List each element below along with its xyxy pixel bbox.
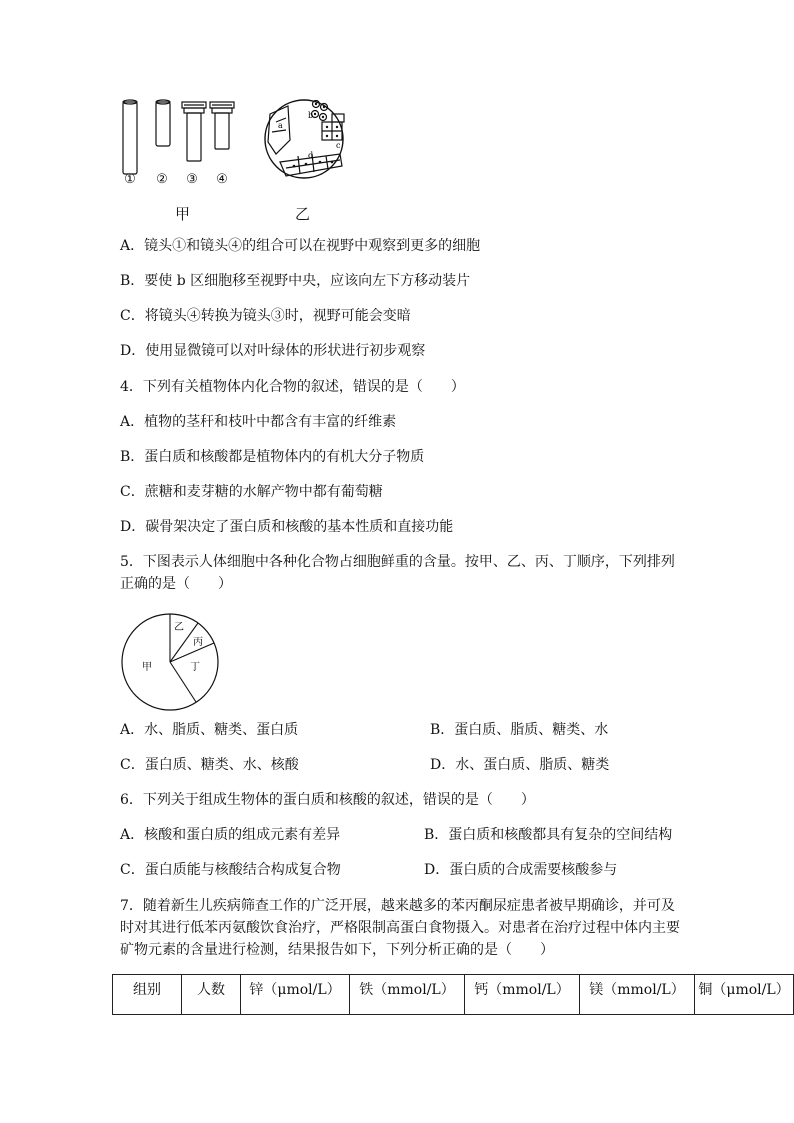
q7-stem-line1: 7．随着新生儿疾病筛查工作的广泛开展，越来越多的苯丙酮尿症患者被早期确诊，并可及 bbox=[120, 898, 675, 914]
lens-1 bbox=[123, 102, 137, 174]
q3-option-c: C．将镜头④转换为镜头③时，视野可能会变暗 bbox=[120, 308, 411, 324]
q6-option-d: D．蛋白质的合成需要核酸参与 bbox=[424, 862, 618, 878]
panel-label-yi: 乙 bbox=[295, 205, 311, 223]
q5-option-b: B．蛋白质、脂质、糖类、水 bbox=[430, 722, 609, 738]
q4-option-c: C．蔗糖和麦芽糖的水解产物中都有葡萄糖 bbox=[120, 484, 383, 500]
lens-label-1: ① bbox=[124, 172, 136, 187]
table-header-iron: 铁（mmol/L） bbox=[350, 975, 465, 1015]
cell-label-d: d bbox=[308, 151, 314, 160]
q6-option-b: B．蛋白质和核酸都具有复杂的空间结构 bbox=[424, 827, 673, 843]
q6-option-c: C．蛋白质能与核酸结合构成复合物 bbox=[120, 862, 341, 878]
q5-option-a: A．水、脂质、糖类、蛋白质 bbox=[120, 722, 299, 738]
table-header-magnesium: 镁（mmol/L） bbox=[580, 975, 695, 1015]
q4-stem: 4．下列有关植物体内化合物的叙述，错误的是（ ） bbox=[120, 379, 465, 395]
q6-option-a: A．核酸和蛋白质的组成元素有差异 bbox=[120, 827, 341, 843]
pie-chart bbox=[118, 610, 222, 714]
pie-label-yi: 乙 bbox=[174, 622, 184, 633]
microscope-figure bbox=[110, 92, 370, 192]
panel-label-jia: 甲 bbox=[175, 205, 191, 223]
table-header-count: 人数 bbox=[182, 975, 241, 1015]
pie-label-bing: 丙 bbox=[193, 637, 203, 648]
q7-stem-line2: 时对其进行低苯丙氨酸饮食治疗，严格限制高蛋白食物摄入。对患者在治疗过程中体内主要 bbox=[120, 920, 680, 936]
lens-label-2: ② bbox=[156, 172, 168, 187]
q3-option-b: B．要使 b 区细胞移至视野中央，应该向左下方移动装片 bbox=[120, 273, 471, 289]
q7-stem-line3: 矿物元素的含量进行检测，结果报告如下，下列分析正确的是（ ） bbox=[120, 942, 554, 958]
table-header-row bbox=[113, 975, 794, 1015]
pie-label-jia: 甲 bbox=[142, 662, 152, 673]
table-header-calcium: 钙（mmol/L） bbox=[465, 975, 580, 1015]
q4-option-b: B．蛋白质和核酸都是植物体内的有机大分子物质 bbox=[120, 449, 425, 465]
q5-option-d: D．水、蛋白质、脂质、糖类 bbox=[430, 757, 610, 773]
lens-2 bbox=[156, 102, 170, 146]
q4-option-d: D．碳骨架决定了蛋白质和核酸的基本性质和直接功能 bbox=[120, 519, 454, 535]
q4-option-a: A．植物的茎秆和枝叶中都含有丰富的纤维素 bbox=[120, 414, 397, 430]
cell-label-a: a bbox=[278, 121, 283, 130]
cell-label-c: c bbox=[336, 141, 341, 150]
lens-label-4: ④ bbox=[216, 172, 228, 187]
q5-option-c: C．蛋白质、糖类、水、核酸 bbox=[120, 757, 299, 773]
field-of-view bbox=[265, 100, 343, 178]
table-header-group: 组别 bbox=[113, 975, 182, 1015]
q5-stem-line2: 正确的是（ ） bbox=[120, 576, 232, 592]
pie-label-ding: 丁 bbox=[190, 662, 200, 673]
table-header-copper: 铜（μmol/L） bbox=[695, 975, 794, 1015]
cell-label-b: b bbox=[308, 111, 314, 120]
q5-stem-line1: 5．下图表示人体细胞中各种化合物占细胞鲜重的含量。按甲、乙、丙、丁顺序，下列排列 bbox=[120, 554, 675, 570]
lens-label-3: ③ bbox=[186, 172, 198, 187]
table-header-zinc: 锌（μmol/L） bbox=[241, 975, 350, 1015]
q6-stem: 6．下列关于组成生物体的蛋白质和核酸的叙述，错误的是（ ） bbox=[120, 792, 535, 808]
mineral-table bbox=[112, 974, 794, 1015]
q3-option-a: A．镜头①和镜头④的组合可以在视野中观察到更多的细胞 bbox=[120, 238, 481, 254]
q3-option-d: D．使用显微镜可以对叶绿体的形状进行初步观察 bbox=[120, 343, 426, 359]
